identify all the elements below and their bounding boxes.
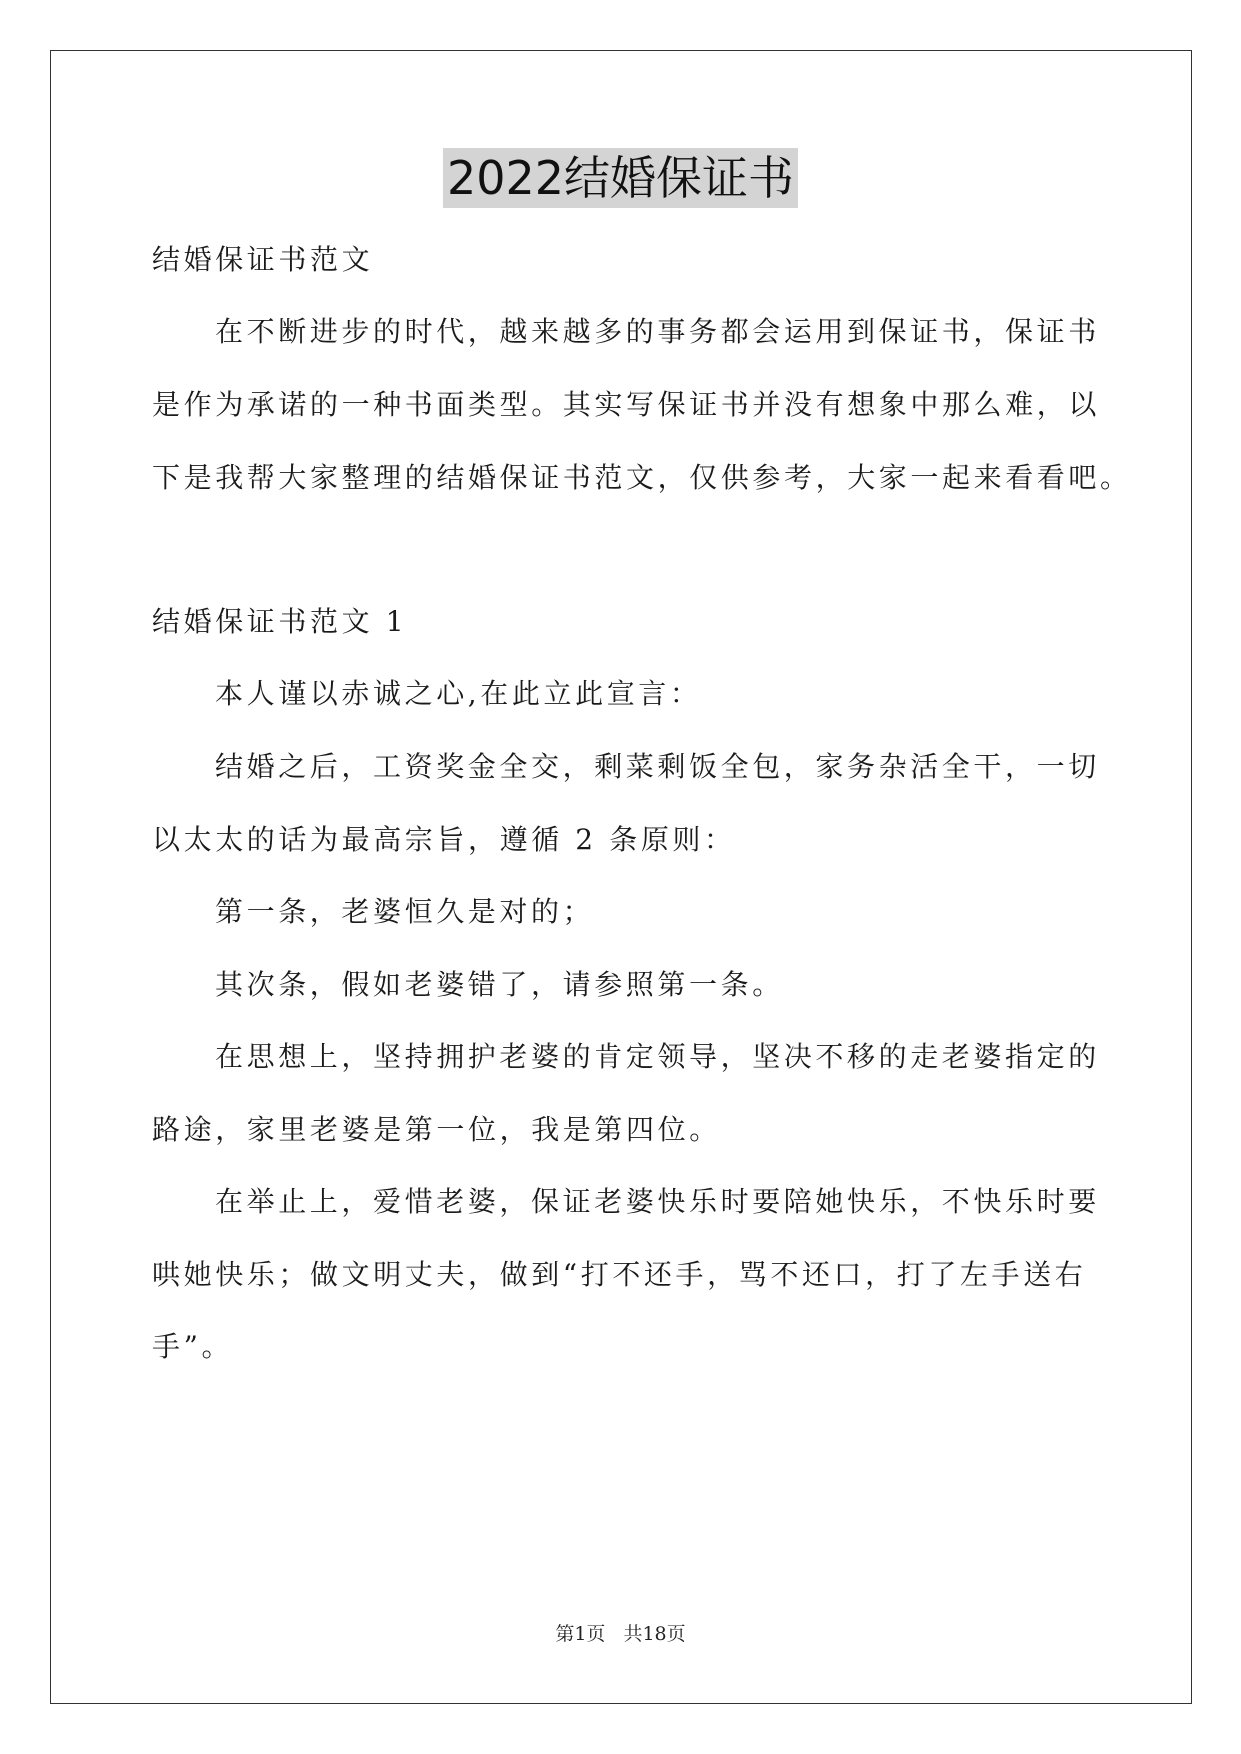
- paragraph-line: 在不断进步的时代，越来越多的事务都会运用到保证书，保证书: [215, 315, 1100, 348]
- paragraph-line: 以太太的话为最高宗旨，遵循 2 条原则：: [152, 823, 736, 856]
- paragraph-line: 在举止上，爱惜老婆，保证老婆快乐时要陪她快乐，不快乐时要: [215, 1185, 1100, 1218]
- paragraph-line: 在思想上，坚持拥护老婆的肯定领导，坚决不移的走老婆指定的: [215, 1040, 1100, 1073]
- paragraph-line: 是作为承诺的一种书面类型。其实写保证书并没有想象中那么难，以: [152, 388, 1101, 421]
- section-heading: 结婚保证书范文 1: [152, 605, 408, 638]
- page-number: 第1页: [555, 1623, 606, 1645]
- paragraph-line: 其次条，假如老婆错了，请参照第一条。: [215, 968, 784, 1001]
- page-footer: [0, 1622, 1241, 1646]
- title-container: [0, 148, 1241, 208]
- paragraph-line: 结婚之后，工资奖金全交，剩菜剩饭全包，家务杂活全干，一切: [215, 750, 1100, 783]
- section-heading: 结婚保证书范文: [152, 243, 374, 276]
- paragraph-line: 下是我帮大家整理的结婚保证书范文，仅供参考，大家一起来看看吧。: [152, 461, 1132, 494]
- paragraph-line: 第一条，老婆恒久是对的；: [215, 895, 595, 928]
- document-title: 2022结婚保证书: [443, 148, 798, 208]
- page-border: [50, 50, 1192, 1704]
- paragraph-line: 路途，家里老婆是第一位，我是第四位。: [152, 1113, 721, 1146]
- paragraph-line: 哄她快乐；做文明丈夫，做到“打不还手，骂不还口，打了左手送右: [152, 1258, 1087, 1291]
- paragraph-line: 手”。: [152, 1330, 234, 1363]
- page-total: 共18页: [623, 1623, 686, 1645]
- paragraph-line: 本人谨以赤诚之心,在此立此宣言：: [215, 677, 702, 710]
